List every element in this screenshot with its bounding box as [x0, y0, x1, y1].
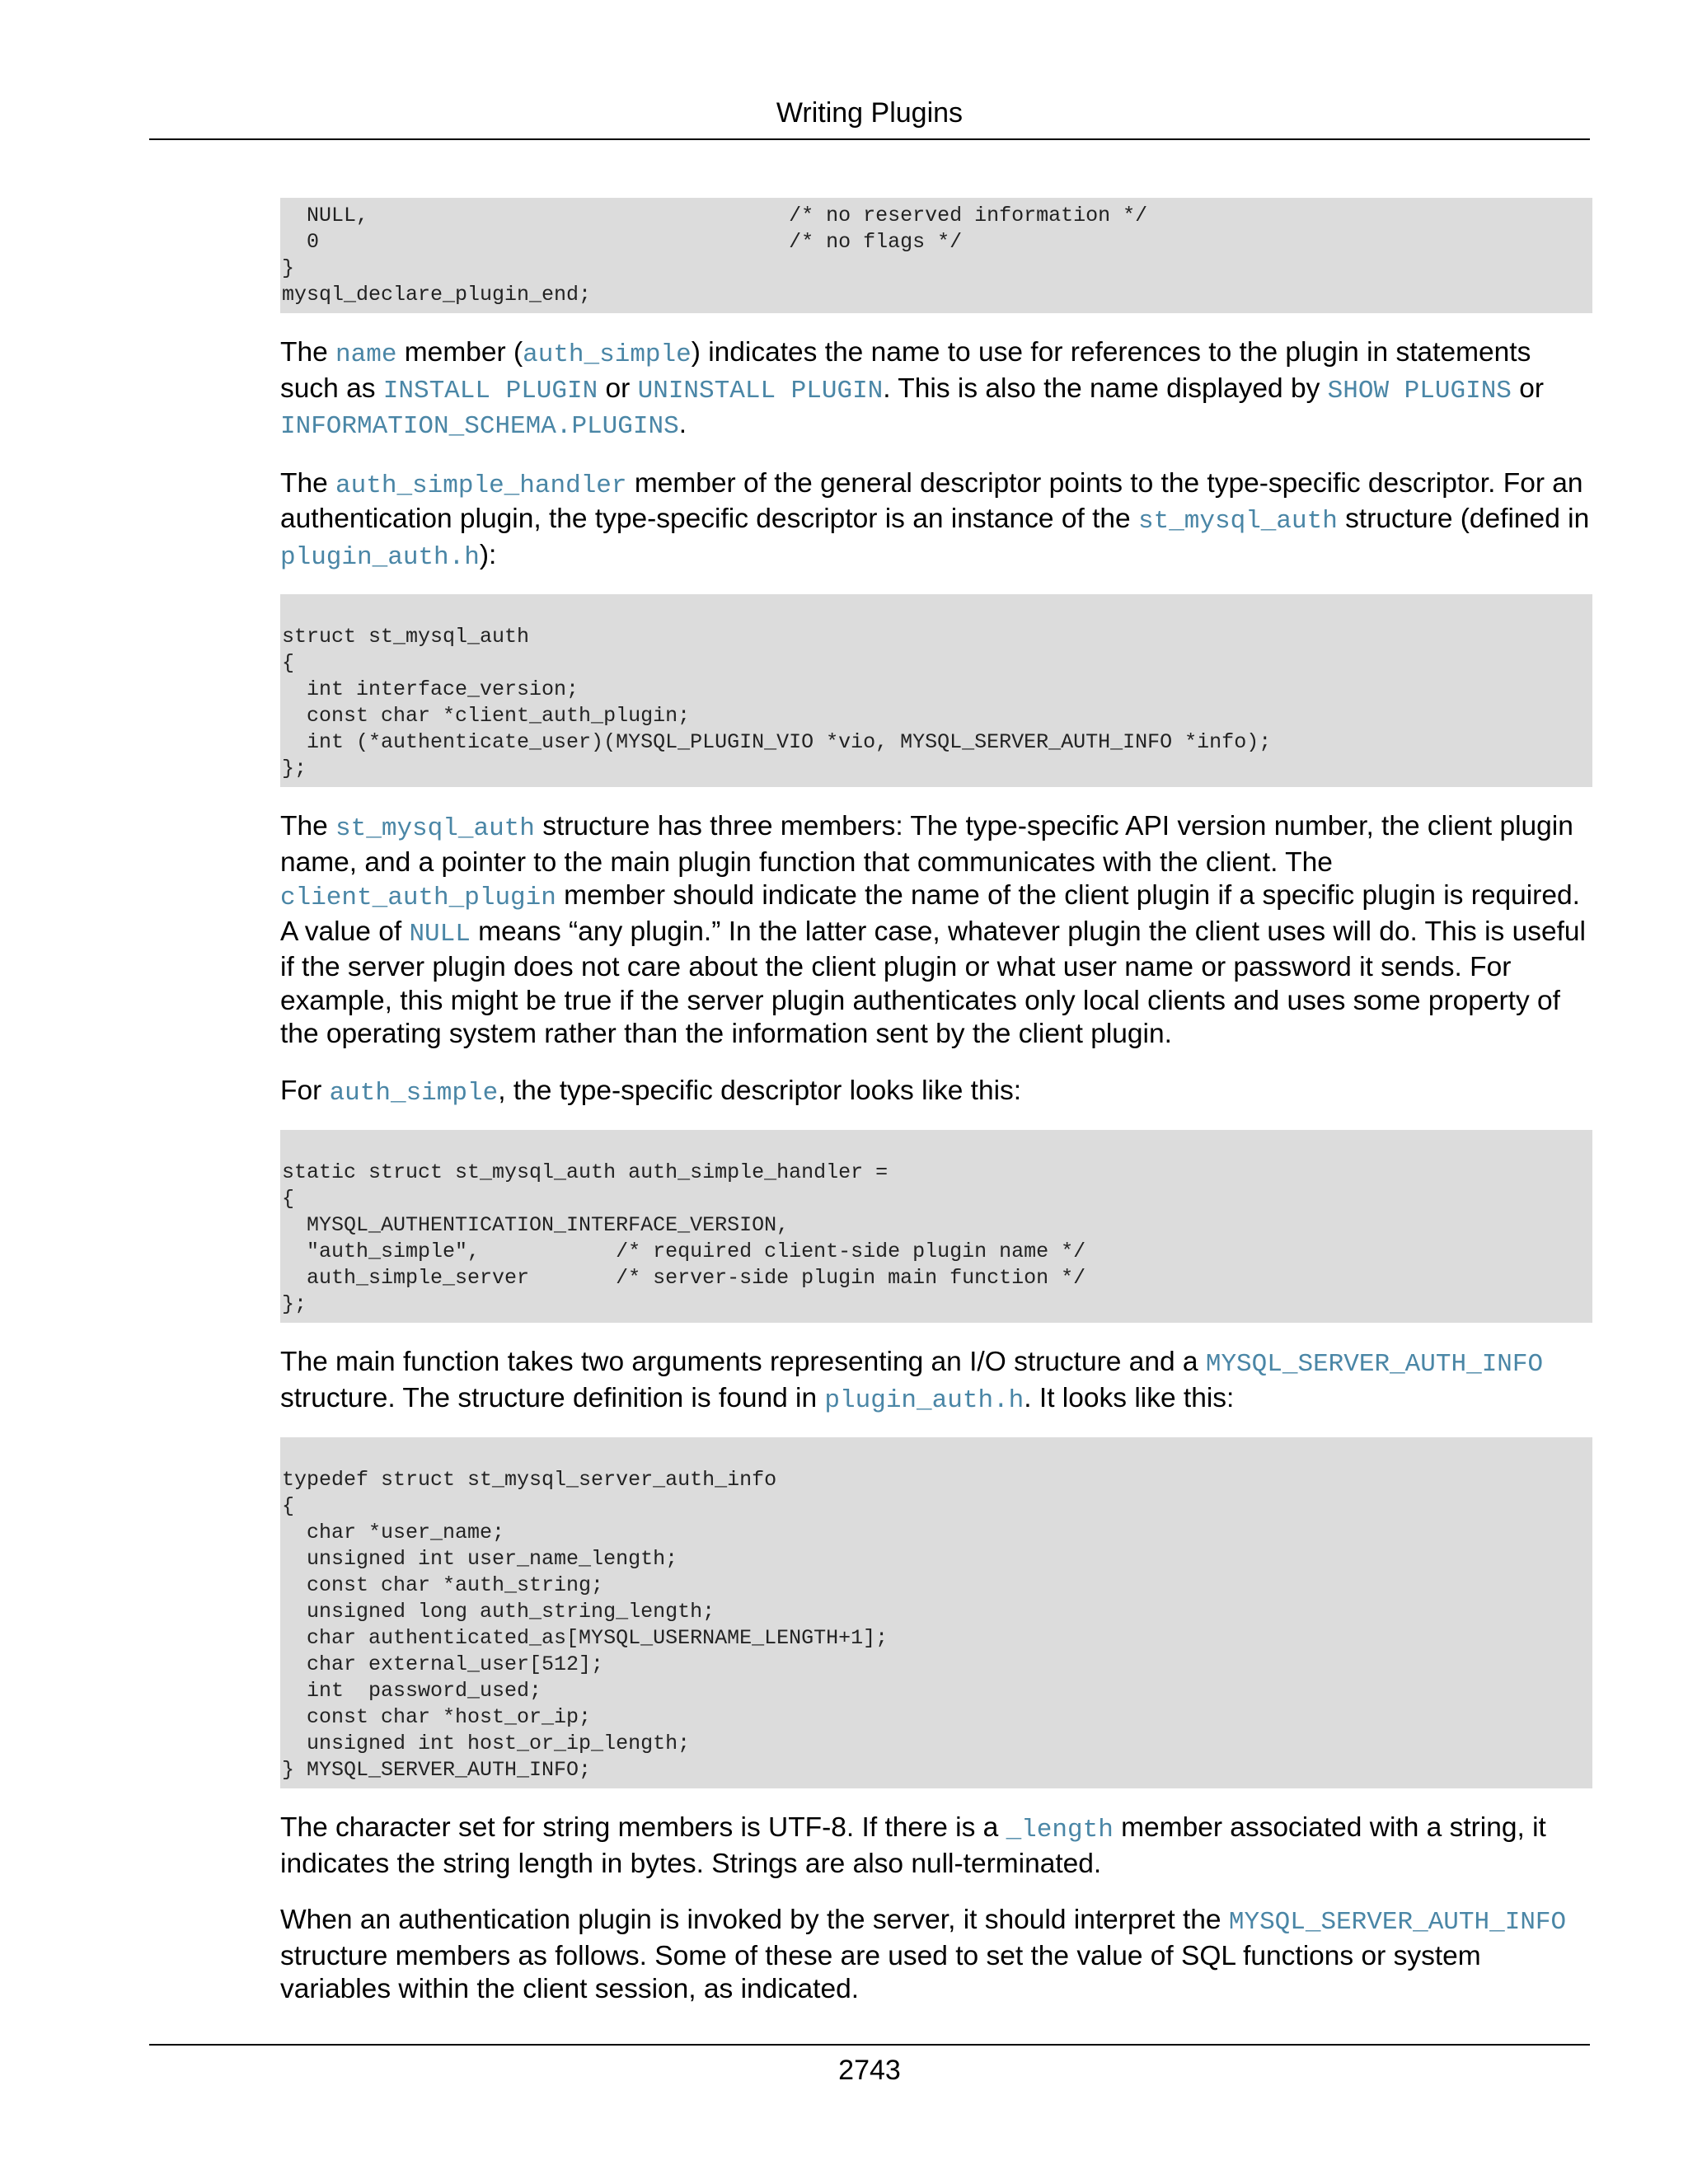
paragraph-name-member: The name member (auth_simple) indicates the name to use for references to the plugin in statements such as INSTALL PLUGIN or UNINSTALL PLUGIN. This is also the name displayed by SHOW PLUGINS or INFORMATION_SCHEMA.PLUGINS.: [280, 337, 1545, 441]
paragraph-three-members: The st_mysql_auth structure has three members: The type-specific API version number, the client plugin name, and a pointer to the main plugin function that communicates with the client. The client_auth_plugin member should indicate the name of the client plugin if a specific plugin is required. A value of NULL means “any plugin.” In the latter case, whatever plugin the client uses will do. This is useful if the server plugin does not care about the client plugin or what user name or password it sends. For example, this might be true if the server plugin authenticates only local clients and uses some property of the operating system rather than the information sent by the client plugin.: [280, 811, 1586, 1049]
code-block-plugin-declaration-end: NULL, /* no reserved information */ 0 /* no flags */ } mysql_declare_plugin_end;: [280, 198, 1592, 313]
code-literal: client_auth_plugin: [280, 883, 556, 912]
code-literal: st_mysql_auth: [335, 814, 535, 843]
page-number: 2743: [838, 2055, 901, 2086]
code-literal: INSTALL PLUGIN: [382, 376, 598, 405]
header-title: Writing Plugins: [776, 97, 964, 129]
code-literal: SHOW PLUGINS: [1327, 376, 1512, 405]
code-literal: _length: [1006, 1816, 1114, 1844]
code-literal: MYSQL_SERVER_AUTH_INFO: [1205, 1350, 1544, 1379]
code-literal: auth_simple_handler: [335, 471, 627, 500]
code-literal: plugin_auth.h: [280, 542, 480, 572]
paragraph-interpretation: When an authentication plugin is invoked by the server, it should interpret the MYSQL_SERVER_AUTH_INFO structure members as follows. Some of these are used to set the value of SQL functions or system variables within the client session, as indicated.: [280, 1905, 1567, 2004]
code-literal: auth_simple: [523, 340, 692, 369]
paragraph-descriptor-intro: For auth_simple, the type-specific descriptor looks like this:: [280, 1075, 1022, 1108]
code-literal: MYSQL_SERVER_AUTH_INFO: [1228, 1908, 1567, 1937]
page-content: [280, 198, 1592, 2007]
code-literal: auth_simple: [329, 1078, 499, 1108]
paragraph-character-set: The character set for string members is UTF-8. If there is a _length member associated with a string, it indicates the string length in bytes. Strings are also null-terminated.: [280, 1812, 1546, 1879]
code-literal: UNINSTALL PLUGIN: [637, 376, 884, 405]
code-literal: st_mysql_auth: [1137, 507, 1338, 536]
paragraph-main-function: The main function takes two arguments representing an I/O structure and a MYSQL_SERVER_AUTH_INFO structure. The structure definition is found in plugin_auth.h. It looks like this:: [280, 1347, 1544, 1415]
code-block-st-mysql-auth: struct st_mysql_auth { int interface_version; const char *client_auth_plugin; int (*authenticate_user)(MYSQL_PLUGIN_VIO *vio, MYSQL_SERVER_AUTH_INFO *info); };: [280, 594, 1592, 787]
code-literal: plugin_auth.h: [824, 1385, 1025, 1415]
page-footer: [149, 2044, 1590, 2095]
code-block-server-auth-info: typedef struct st_mysql_server_auth_info { char *user_name; unsigned int user_name_length; const char *auth_string; unsigned long auth_string_length; char authenticated_as[MYSQL_USERNAME_LENGTH+1]; char external_user[512]; int password_used; const char *host_or_ip; unsigned int host_or_ip_length; } MYSQL_SERVER_AUTH_INFO;: [280, 1437, 1592, 1788]
code-literal: NULL: [409, 919, 471, 949]
code-literal: name: [335, 340, 397, 369]
code-literal: INFORMATION_SCHEMA.PLUGINS: [280, 412, 679, 441]
code-block-auth-simple-handler: static struct st_mysql_auth auth_simple_handler = { MYSQL_AUTHENTICATION_INTERFACE_VERSION, "auth_simple", /* required client-side plugin name */ auth_simple_server /* server-side plugin main function */ };: [280, 1130, 1592, 1323]
page-header: [149, 91, 1590, 140]
paragraph-handler-member: The auth_simple_handler member of the general descriptor points to the type-specific descriptor. For an authentication plugin, the type-specific descriptor is an instance of the st_mysql_auth structure (defined in plugin_auth.h):: [280, 467, 1590, 572]
